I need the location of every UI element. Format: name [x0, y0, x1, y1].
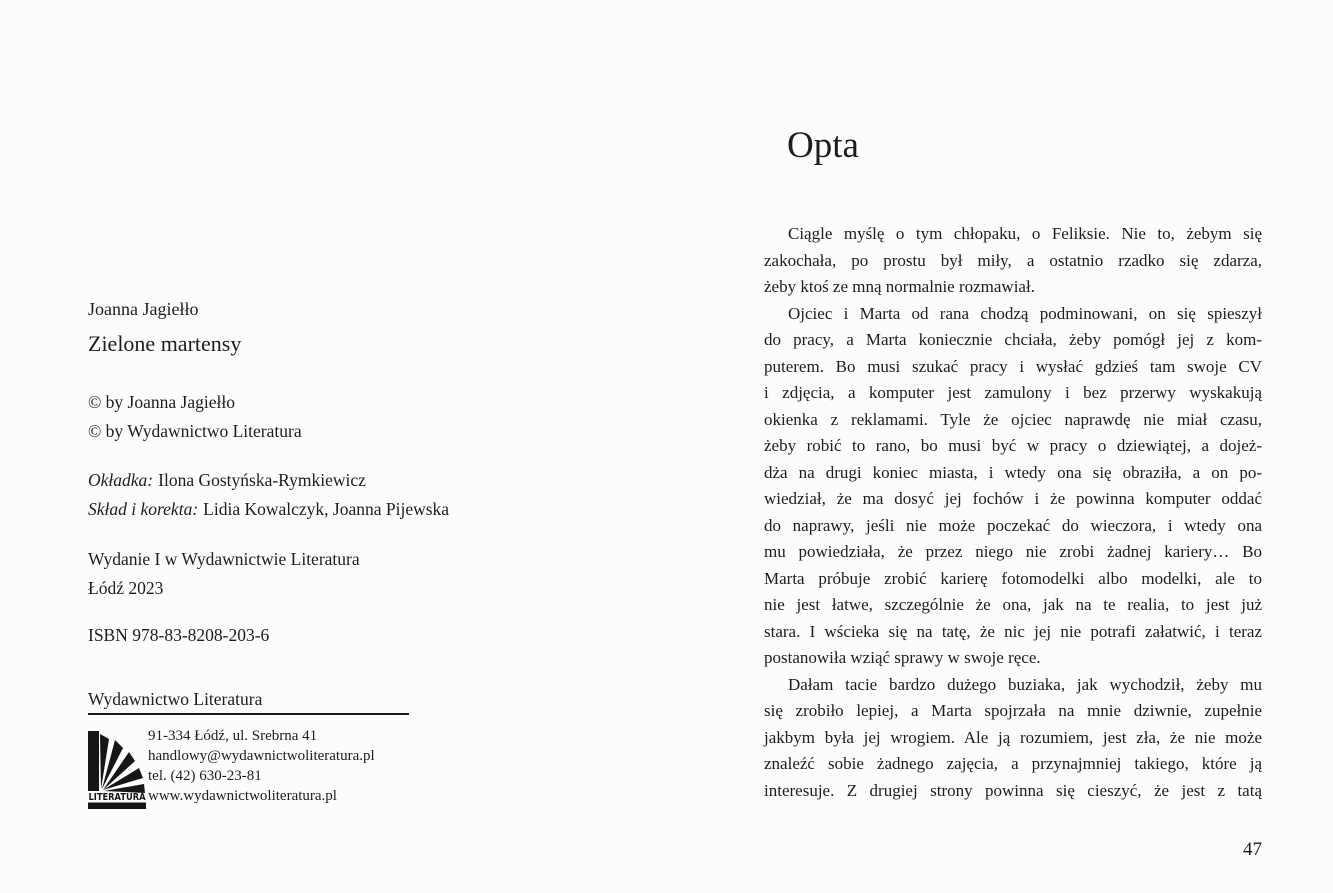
copyright-block	[88, 388, 302, 445]
edition-block	[88, 545, 360, 602]
body-line: wiedział, że ma dosyć jej fochów i że powinna komputer oddać	[764, 489, 1262, 508]
credit-cover-value: Ilona Gostyńska-Rymkiewicz	[158, 470, 366, 490]
logo-base-bar	[88, 803, 146, 810]
logo-stem	[88, 731, 99, 791]
body-line: do pracy, a Marta koniecznie chciała, żeby pomógł jej z kom-	[764, 330, 1262, 349]
body-line: znaleźć sobie żadnego zajęcia, a przynajmniej takiego, które ją	[764, 754, 1262, 773]
body-line: okienka z reklamami. Tyle że ojciec naprawdę nie miał czasu,	[764, 409, 1262, 429]
body-line: się zrobiło lepiej, a Marta spojrzała na mnie dziwnie, zupełnie	[764, 701, 1262, 720]
edition-line: Wydanie I w Wydawnictwie Literatura	[88, 549, 360, 569]
book-title: Zielone martensy	[88, 331, 242, 356]
body-text	[764, 221, 1262, 804]
copyright-line: © by Joanna Jagiełło	[88, 392, 235, 412]
body-line: Marta próbuje zrobić karierę fotomodelki albo modelki, ale to	[764, 568, 1262, 588]
body-line: Ojciec i Marta od rana chodzą podminowani, on się spieszył	[788, 303, 1262, 323]
body-line: do naprawy, jeśli nie może poczekać do wieczora, i wtedy ona	[764, 515, 1262, 535]
body-line: i zdjęcia, a komputer jest zamulony i bez przerwy wyskakują	[764, 383, 1262, 402]
credit-typesetting-value: Lidia Kowalczyk, Joanna Pijewska	[203, 498, 450, 519]
body-line: żeby robić to rano, bo musi być w pracy o dziewiątej, a dojeż-	[764, 436, 1262, 455]
body-line: jakbym była jej wrogiem. Ale ją rozumiem, jest zła, że nie może	[764, 727, 1262, 747]
page-number: 47	[1243, 839, 1262, 860]
author-name: Joanna Jagiełło	[88, 299, 199, 319]
isbn: ISBN 978-83-8208-203-6	[88, 625, 270, 645]
body-line: nie jest łatwe, szczególnie że ona, jak na te realia, to jest już	[764, 595, 1262, 614]
body-line: mu powiedziała, że przez niego nie zrobi żadnej kariery… Bo	[764, 542, 1262, 561]
publisher-address-block	[148, 726, 375, 806]
publisher-name: Wydawnictwo Literatura	[88, 689, 263, 709]
body-line: puterem. Bo musi szukać pracy i wysłać gdzieś tam swoje CV	[764, 356, 1262, 376]
credit-cover	[88, 466, 449, 495]
body-line: dża na drugi koniec miasta, i wtedy ona się obraziła, a on po-	[764, 462, 1262, 482]
publisher-divider	[88, 713, 409, 715]
credit-typesetting	[88, 495, 449, 524]
edition-line: Łódź 2023	[88, 577, 164, 598]
credit-typesetting-label: Skład i korekta:	[88, 498, 199, 519]
literatura-logo	[88, 731, 148, 809]
copyright-line: © by Wydawnictwo Literatura	[88, 420, 302, 441]
logo-wordmark: LITERATURA	[88, 792, 147, 803]
credits-block	[88, 466, 449, 523]
body-line: Dałam tacie bardzo dużego buziaka, jak wychodził, żeby mu	[788, 674, 1262, 694]
publisher-email: handlowy@wydawnictwoliteratura.pl	[148, 748, 375, 764]
body-line: postanowiła wziąć sprawy w swoje ręce.	[764, 648, 1041, 667]
body-line: zakochała, po prostu był miły, a ostatnio rzadko się zdarza,	[764, 250, 1262, 270]
body-line: Ciągle myślę o tym chłopaku, o Feliksie. Nie to, żebym się	[788, 224, 1262, 243]
publisher-website: www.wydawnictwoliteratura.pl	[148, 788, 337, 804]
publisher-phone: tel. (42) 630-23-81	[148, 768, 262, 784]
body-line: stara. I wścieka się na tatę, że nic jej nie potrafi załatwić, i teraz	[764, 621, 1262, 641]
chapter-title: Opta	[787, 125, 859, 166]
body-line: interesuje. Z drugiej strony powinna się cieszyć, że jest z tatą	[764, 780, 1262, 800]
credit-cover-label: Okładka:	[88, 470, 154, 490]
publisher-street: 91-334 Łódź, ul. Srebrna 41	[148, 728, 318, 744]
body-line: żeby ktoś ze mną normalnie rozmawiał.	[764, 277, 1035, 296]
